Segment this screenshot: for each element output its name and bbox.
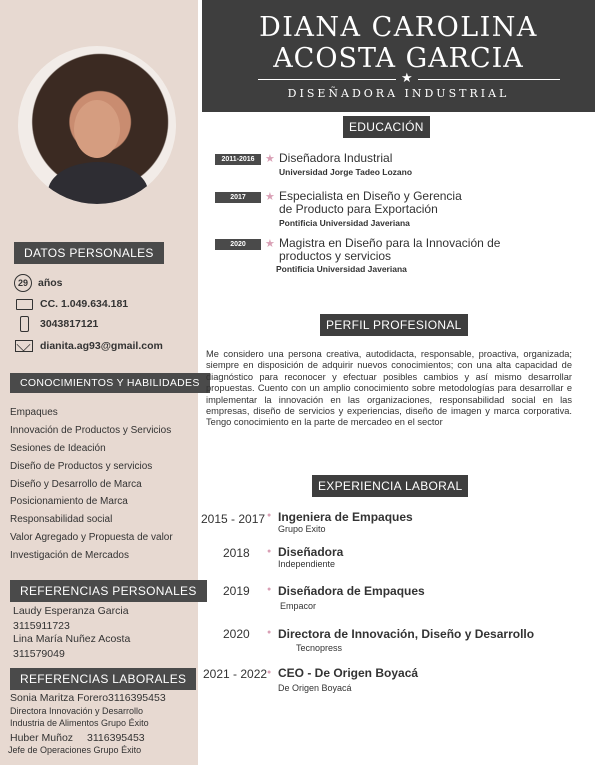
age-label: años [38, 277, 63, 289]
edu-degree: Especialista en Diseño y Gerencia [279, 189, 462, 203]
experience-heading: EXPERIENCIA LABORAL [312, 475, 468, 497]
exp-role: Ingeniera de Empaques [278, 510, 413, 524]
header-divider [258, 79, 396, 80]
edu-institution: Pontificia Universidad Javeriana [279, 218, 410, 228]
exp-company: Tecnopress [296, 643, 343, 653]
exp-company: De Origen Boyacá [278, 683, 352, 693]
edu-institution: Pontificia Universidad Javeriana [276, 264, 407, 274]
ref-laboral-name [10, 732, 145, 744]
skill-item: Posicionamiento de Marca [10, 496, 128, 508]
star-icon: ★ [265, 238, 275, 250]
ref-personal-name: Laudy Esperanza Garcia [13, 605, 129, 617]
ref-laboral-role: Directora Innovación y Desarrollo [10, 706, 144, 716]
exp-years: 2020 [223, 627, 250, 641]
star-icon: ★ [401, 70, 413, 85]
ref-personal-name: Lina María Nuñez Acosta [13, 633, 131, 645]
conocimientos-heading: CONOCIMIENTOS Y HABILIDADES [10, 373, 210, 393]
age-row [14, 274, 63, 292]
datos-personales-heading: DATOS PERSONALES [14, 242, 164, 264]
ref-personal-phone: 3115911723 [13, 620, 70, 632]
edu-year-badge: 2017 [215, 192, 261, 203]
profession-title: DISEÑADORA INDUSTRIAL [287, 87, 510, 100]
perfil-text: Me considero una persona creativa, autodidacta, responsable, proactiva, organizada; siempre en disposición de adquirir nuevos conocimientos; con una alta capacidad de diagnóstico para reconocer y efectuar posibles cambios y así mismo desarrollar propuestas. Cuento con un amplio conocimiento sobre metodologías para desarrollar e implementar la innovación en las organizaciones, responsabilidad social en las empresas, diseño de servicios y experiencias, diseño de imagen y marca corporativa. Tengo conocimiento en la parte de mercadeo en el sector [206, 349, 572, 428]
star-icon: ★ [265, 153, 275, 165]
exp-years: 2021 - 2022 [203, 667, 268, 681]
edu-year-badge: 2011-2016 [215, 154, 261, 165]
edu-degree: Magistra en Diseño para la Innovación de [279, 236, 501, 250]
email-value[interactable]: dianita.ag93@gmail.com [40, 340, 163, 352]
edu-institution: Universidad Jorge Tadeo Lozano [279, 167, 413, 177]
bullet-dot-icon: ● [267, 669, 272, 676]
id-card-icon [14, 295, 34, 313]
exp-company: Independiente [278, 559, 336, 569]
exp-years: 2019 [223, 584, 250, 598]
ref-laboral-phone: 3116395453 [108, 692, 166, 704]
name-line2: ACOSTA GARCIA [273, 43, 524, 74]
photo-face [74, 100, 120, 158]
skills-list [10, 404, 200, 565]
bullet-dot-icon: ● [267, 629, 272, 636]
skill-item: Innovación de Productos y Servicios [10, 424, 172, 436]
skill-item: Diseño de Productos y servicios [10, 460, 153, 472]
star-icon: ★ [265, 191, 275, 203]
exp-role: Diseñadora de Empaques [278, 584, 425, 598]
exp-role: Directora de Innovación, Diseño y Desarrollo [278, 627, 535, 641]
ref-personales-heading: REFERENCIAS PERSONALES [10, 580, 207, 602]
ref-laboral-phone: 3116395453 [87, 732, 145, 744]
education-heading: EDUCACIÓN [343, 116, 430, 138]
exp-role: Diseñadora [278, 545, 344, 559]
bullet-dot-icon: ● [267, 512, 272, 519]
exp-role: CEO - De Origen Boyacá [278, 666, 419, 680]
edu-degree-line2: de Producto para Exportación [279, 202, 438, 216]
sidebar [0, 0, 198, 765]
ref-laboral-role: Jefe de Operaciones Grupo Éxito [8, 745, 142, 755]
mail-icon [14, 337, 34, 355]
skill-item: Empaques [10, 407, 58, 418]
ref-laboral-company: Industria de Alimentos Grupo Éxito [10, 718, 149, 728]
bullet-dot-icon: ● [267, 548, 272, 555]
perfil-heading: PERFIL PROFESIONAL [320, 314, 468, 336]
ref-laboral-name-text: Huber Muñoz [10, 732, 74, 744]
edu-degree-line2: productos y servicios [279, 249, 392, 263]
exp-years: 2018 [223, 546, 250, 560]
exp-company: Grupo Exito [278, 524, 326, 534]
phone-icon [14, 315, 34, 333]
photo-shirt [48, 162, 148, 204]
bullet-dot-icon: ● [267, 586, 272, 593]
skill-item: Sesiones de Ideación [10, 442, 106, 454]
skill-item: Responsabilidad social [10, 514, 113, 526]
ref-personal-phone: 311579049 [13, 648, 65, 660]
ref-laboral-name [10, 692, 166, 704]
skill-item: Valor Agregado y Propuesta de valor [10, 532, 173, 544]
ref-laborales-heading: REFERENCIAS LABORALES [10, 668, 196, 690]
exp-years: 2015 - 2017 [201, 512, 266, 526]
email-row [14, 337, 163, 355]
cc-row [14, 295, 128, 313]
skill-item: Diseño y Desarrollo de Marca [10, 478, 142, 490]
phone-row [14, 315, 98, 333]
phone-value: 3043817121 [40, 318, 99, 330]
edu-year-badge: 2020 [215, 239, 261, 250]
cc-value: CC. 1.049.634.181 [40, 298, 129, 310]
header-divider [418, 79, 560, 80]
skill-item: Investigación de Mercados [10, 550, 129, 562]
ref-laboral-name-text: Sonia Maritza Forero [10, 692, 109, 704]
exp-company: Empacor [280, 601, 317, 611]
profile-photo [18, 46, 176, 204]
name-line1: DIANA CAROLINA [259, 12, 538, 43]
age-badge-icon: 29 [14, 274, 32, 292]
header [202, 0, 595, 112]
edu-degree: Diseñadora Industrial [279, 151, 393, 165]
